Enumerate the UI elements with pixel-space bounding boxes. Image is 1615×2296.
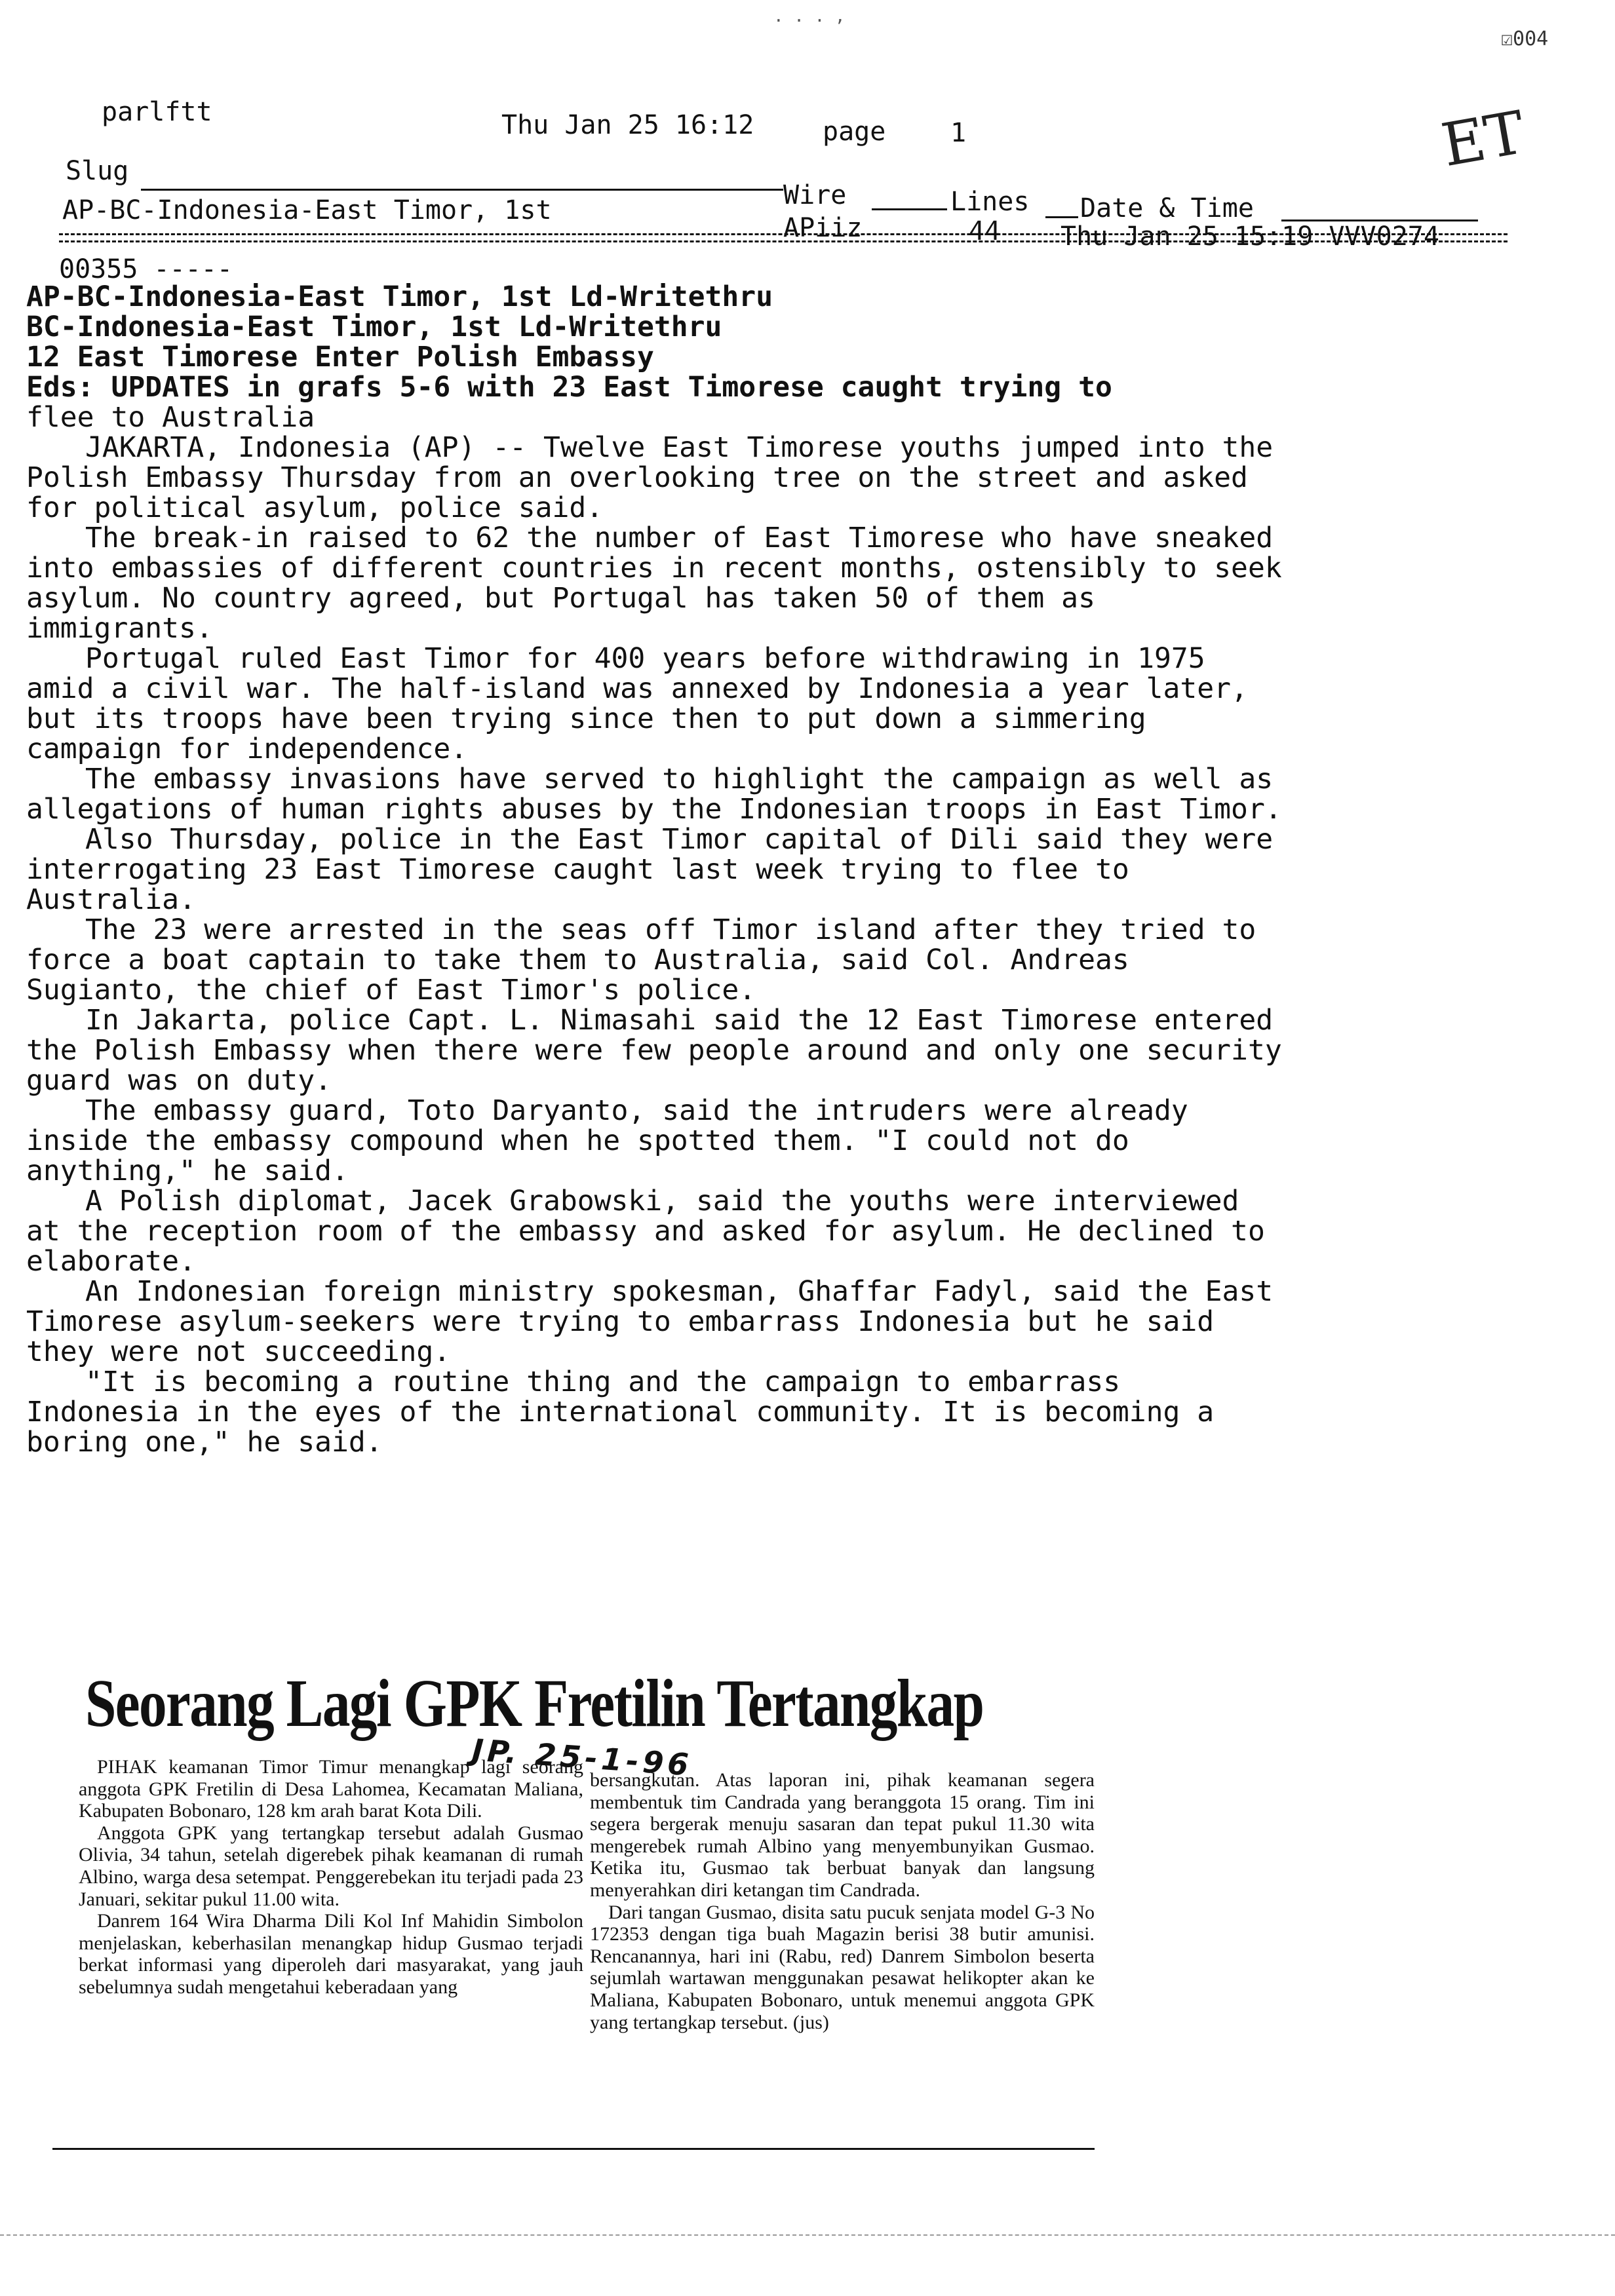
fax-page-marker: ☑004 xyxy=(1501,28,1549,50)
clipping-left-column xyxy=(79,1756,583,1999)
page-label: page xyxy=(823,117,886,147)
story-paragraph-4: The embassy invasions have served to highlight the campaign as well as allegations of human rights abuses by the Indonesian troops in East Timor. xyxy=(26,763,1291,826)
handwritten-initials: ET xyxy=(1436,98,1530,181)
top-scan-dots: . . . , xyxy=(773,7,846,26)
page-number: 1 xyxy=(950,118,967,148)
story-paragraph-2: The break-in raised to 62 the number of East Timorese who have sneaked into embassies of different countries in recent months, ostensibly to seek asylum. No country agreed, but Portugal has taken 50 of them as immigrants. xyxy=(26,522,1299,645)
lines-value: 44 xyxy=(969,216,1001,246)
header-double-rule xyxy=(59,233,1508,242)
story-paragraph-3: Portugal ruled East Timor for 400 years before withdrawing in 1975 amid a civil war. The half-island was annexed by Indonesia a year later, but its troops have been trying since then to put down a simmering campaign for independence. xyxy=(26,642,1265,765)
slug-label: Slug xyxy=(66,156,129,186)
clipping-bottom-rule xyxy=(52,2148,1095,2150)
handwritten-date-note: JP. 25-1-96 xyxy=(471,1732,694,1783)
story-id: 00355 ----- xyxy=(59,254,233,284)
story-paragraph-1: JAKARTA, Indonesia (AP) -- Twelve East Timorese youths jumped into the Polish Embassy Thursday from an overlooking tree on the street and asked for political asylum, police said. xyxy=(26,431,1291,524)
story-paragraph-6: The 23 were arrested in the seas off Timor island after they tried to force a boat captain to take them to Australia, said Col. Andreas Sugianto, the chief of East Timor's police. xyxy=(26,913,1274,1006)
editors-note: Eds: UPDATES in grafs 5-6 with 23 East Timorese caught trying to xyxy=(26,371,1112,404)
lines-underline xyxy=(1045,216,1078,218)
clipping-paragraph: bersangkutan. Atas laporan ini, pihak keamanan segera membentuk tim Candrada yang beranggota 15 orang. Tim ini segera bergerak menuju sasaran dan tepat pukul 11.30 wita mengerebek rumah Albino yang menyembunyikan Gusmao. Ketika itu, Gusmao tak berbuat banyak dan langsung menyerahkan diri ketangan tim Candrada. xyxy=(590,1769,1095,1901)
story-paragraph-9: A Polish diplomat, Jacek Grabowski, said the youths were interviewed at the reception room of the embassy and asked for asylum. He declined to elaborate. xyxy=(26,1185,1282,1278)
page-bottom-edge xyxy=(0,2234,1615,2236)
wire-underline xyxy=(872,208,947,210)
queue-name: parlftt xyxy=(102,97,212,127)
date-time-value: Thu Jan 25 15:19 VVV0274 xyxy=(1060,221,1439,252)
clipping-right-column xyxy=(590,1769,1095,2033)
print-datetime: Thu Jan 25 16:12 xyxy=(501,110,754,140)
headline-line-3: 12 East Timorese Enter Polish Embassy xyxy=(26,341,654,373)
headline-line-1: AP-BC-Indonesia-East Timor, 1st Ld-Writethru xyxy=(26,280,773,313)
clipping-paragraph: Danrem 164 Wira Dharma Dili Kol Inf Mahidin Simbolon menjelaskan, keberhasilan menangkap hidup Gusmao terjadi berkat informasi yang diperoleh dari masyarakat, yang jauh sebelumnya sudah mengetahui keberadaan yang xyxy=(79,1910,583,1998)
slug-underline xyxy=(141,189,783,191)
story-paragraph-5: Also Thursday, police in the East Timor capital of Dili said they were interrogating 23 East Timorese caught last week trying to flee to Australia. xyxy=(26,823,1291,916)
clipping-paragraph: Anggota GPK yang tertangkap tersebut adalah Gusmao Olivia, 34 tahun, setelah digerebek pihak keamanan di rumah Albino, warga desa setempat. Penggerebekan itu terjadi pada 23 Januari, sekitar pukul 11.00 wita. xyxy=(79,1822,583,1910)
story-paragraph-7: In Jakarta, police Capt. L. Nimasahi said the 12 East Timorese entered the Polish Embassy when there were few people around and only one security guard was on duty. xyxy=(26,1004,1299,1097)
wire-value: APiiz xyxy=(783,213,863,243)
story-paragraph-11: "It is becoming a routine thing and the campaign to embarrass Indonesia in the eyes of the international community. It is becoming a boring one," he said. xyxy=(26,1366,1232,1459)
newspaper-clipping xyxy=(52,1664,1101,2175)
clipping-paragraph: PIHAK keamanan Timor Timur menangkap lagi seorang anggota GPK Fretilin di Desa Lahomea, Kecamatan Maliana, Kabupaten Bobonaro, 128 km arah barat Kota Dili. xyxy=(79,1756,583,1822)
clipping-headline: Seorang Lagi GPK Fretilin Tertangkap xyxy=(85,1666,984,1741)
wire-story xyxy=(26,280,1299,1459)
story-paragraph-8: The embassy guard, Toto Daryanto, said the intruders were already inside the embassy compound when he spotted them. "I could not do anything," he said. xyxy=(26,1094,1205,1187)
date-time-label: Date & Time xyxy=(1080,193,1254,223)
clipping-paragraph: Dari tangan Gusmao, disita satu pucuk senjata model G-3 No 172353 dengan tiga buah Magazin berisi 38 butir amunisi. Rencanannya, hari ini (Rabu, red) Danrem Simbolon beserta sejumlah wartawan menggunakan pesawat helikopter akan ke Maliana, Kabupaten Bobonaro, untuk menemui anggota GPK yang tertangkap tersebut. (jus) xyxy=(590,1901,1095,2033)
story-paragraph-10: An Indonesian foreign ministry spokesman, Ghaffar Fadyl, said the East Timorese asylum-seekers were trying to embarrass Indonesia but he said they were not succeeding. xyxy=(26,1275,1291,1368)
headline-line-2: BC-Indonesia-East Timor, 1st Ld-Writethru xyxy=(26,311,722,343)
wire-label: Wire xyxy=(783,180,847,210)
lines-label: Lines xyxy=(950,187,1030,217)
slug-value: AP-BC-Indonesia-East Timor, 1st xyxy=(62,195,552,225)
editors-note-continued: flee to Australia xyxy=(26,401,315,434)
